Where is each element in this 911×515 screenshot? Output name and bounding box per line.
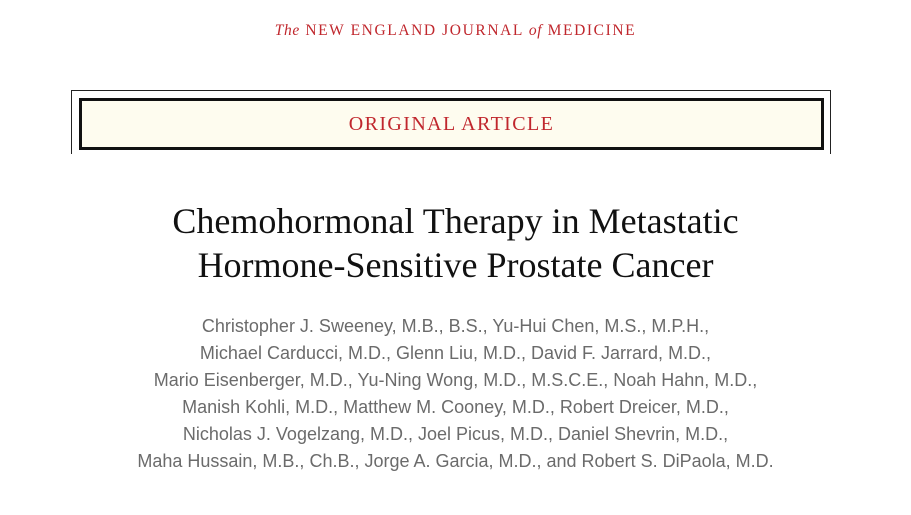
- masthead-of: of: [528, 22, 543, 39]
- author-list: [0, 313, 911, 475]
- article-type-label: ORIGINAL ARTICLE: [348, 112, 555, 135]
- author-line: Mario Eisenberger, M.D., Yu-Ning Wong, M.D., M.S.C.E., Noah Hahn, M.D.,: [153, 370, 758, 390]
- author-line: Christopher J. Sweeney, M.B., B.S., Yu-Hui Chen, M.S., M.P.H.,: [201, 316, 710, 336]
- article-title: [0, 199, 911, 287]
- author-line: Manish Kohli, M.D., Matthew M. Cooney, M.D., Robert Dreicer, M.D.,: [182, 397, 729, 417]
- author-line: Maha Hussain, M.B., Ch.B., Jorge A. Garcia, M.D., and Robert S. DiPaola, M.D.: [137, 451, 774, 471]
- masthead-part1: NEW ENGLAND JOURNAL: [305, 22, 524, 39]
- article-type-banner: [79, 98, 824, 150]
- article-title-line-1: Chemohormonal Therapy in Metastatic: [172, 201, 739, 241]
- article-title-line-2: Hormone-Sensitive Prostate Cancer: [197, 245, 714, 285]
- masthead-the: The: [274, 22, 300, 39]
- author-line: Michael Carducci, M.D., Glenn Liu, M.D., David F. Jarrard, M.D.,: [199, 343, 712, 363]
- masthead-part2: MEDICINE: [547, 22, 637, 39]
- journal-masthead: [0, 22, 911, 40]
- author-line: Nicholas J. Vogelzang, M.D., Joel Picus, M.D., Daniel Shevrin, M.D.,: [182, 424, 729, 444]
